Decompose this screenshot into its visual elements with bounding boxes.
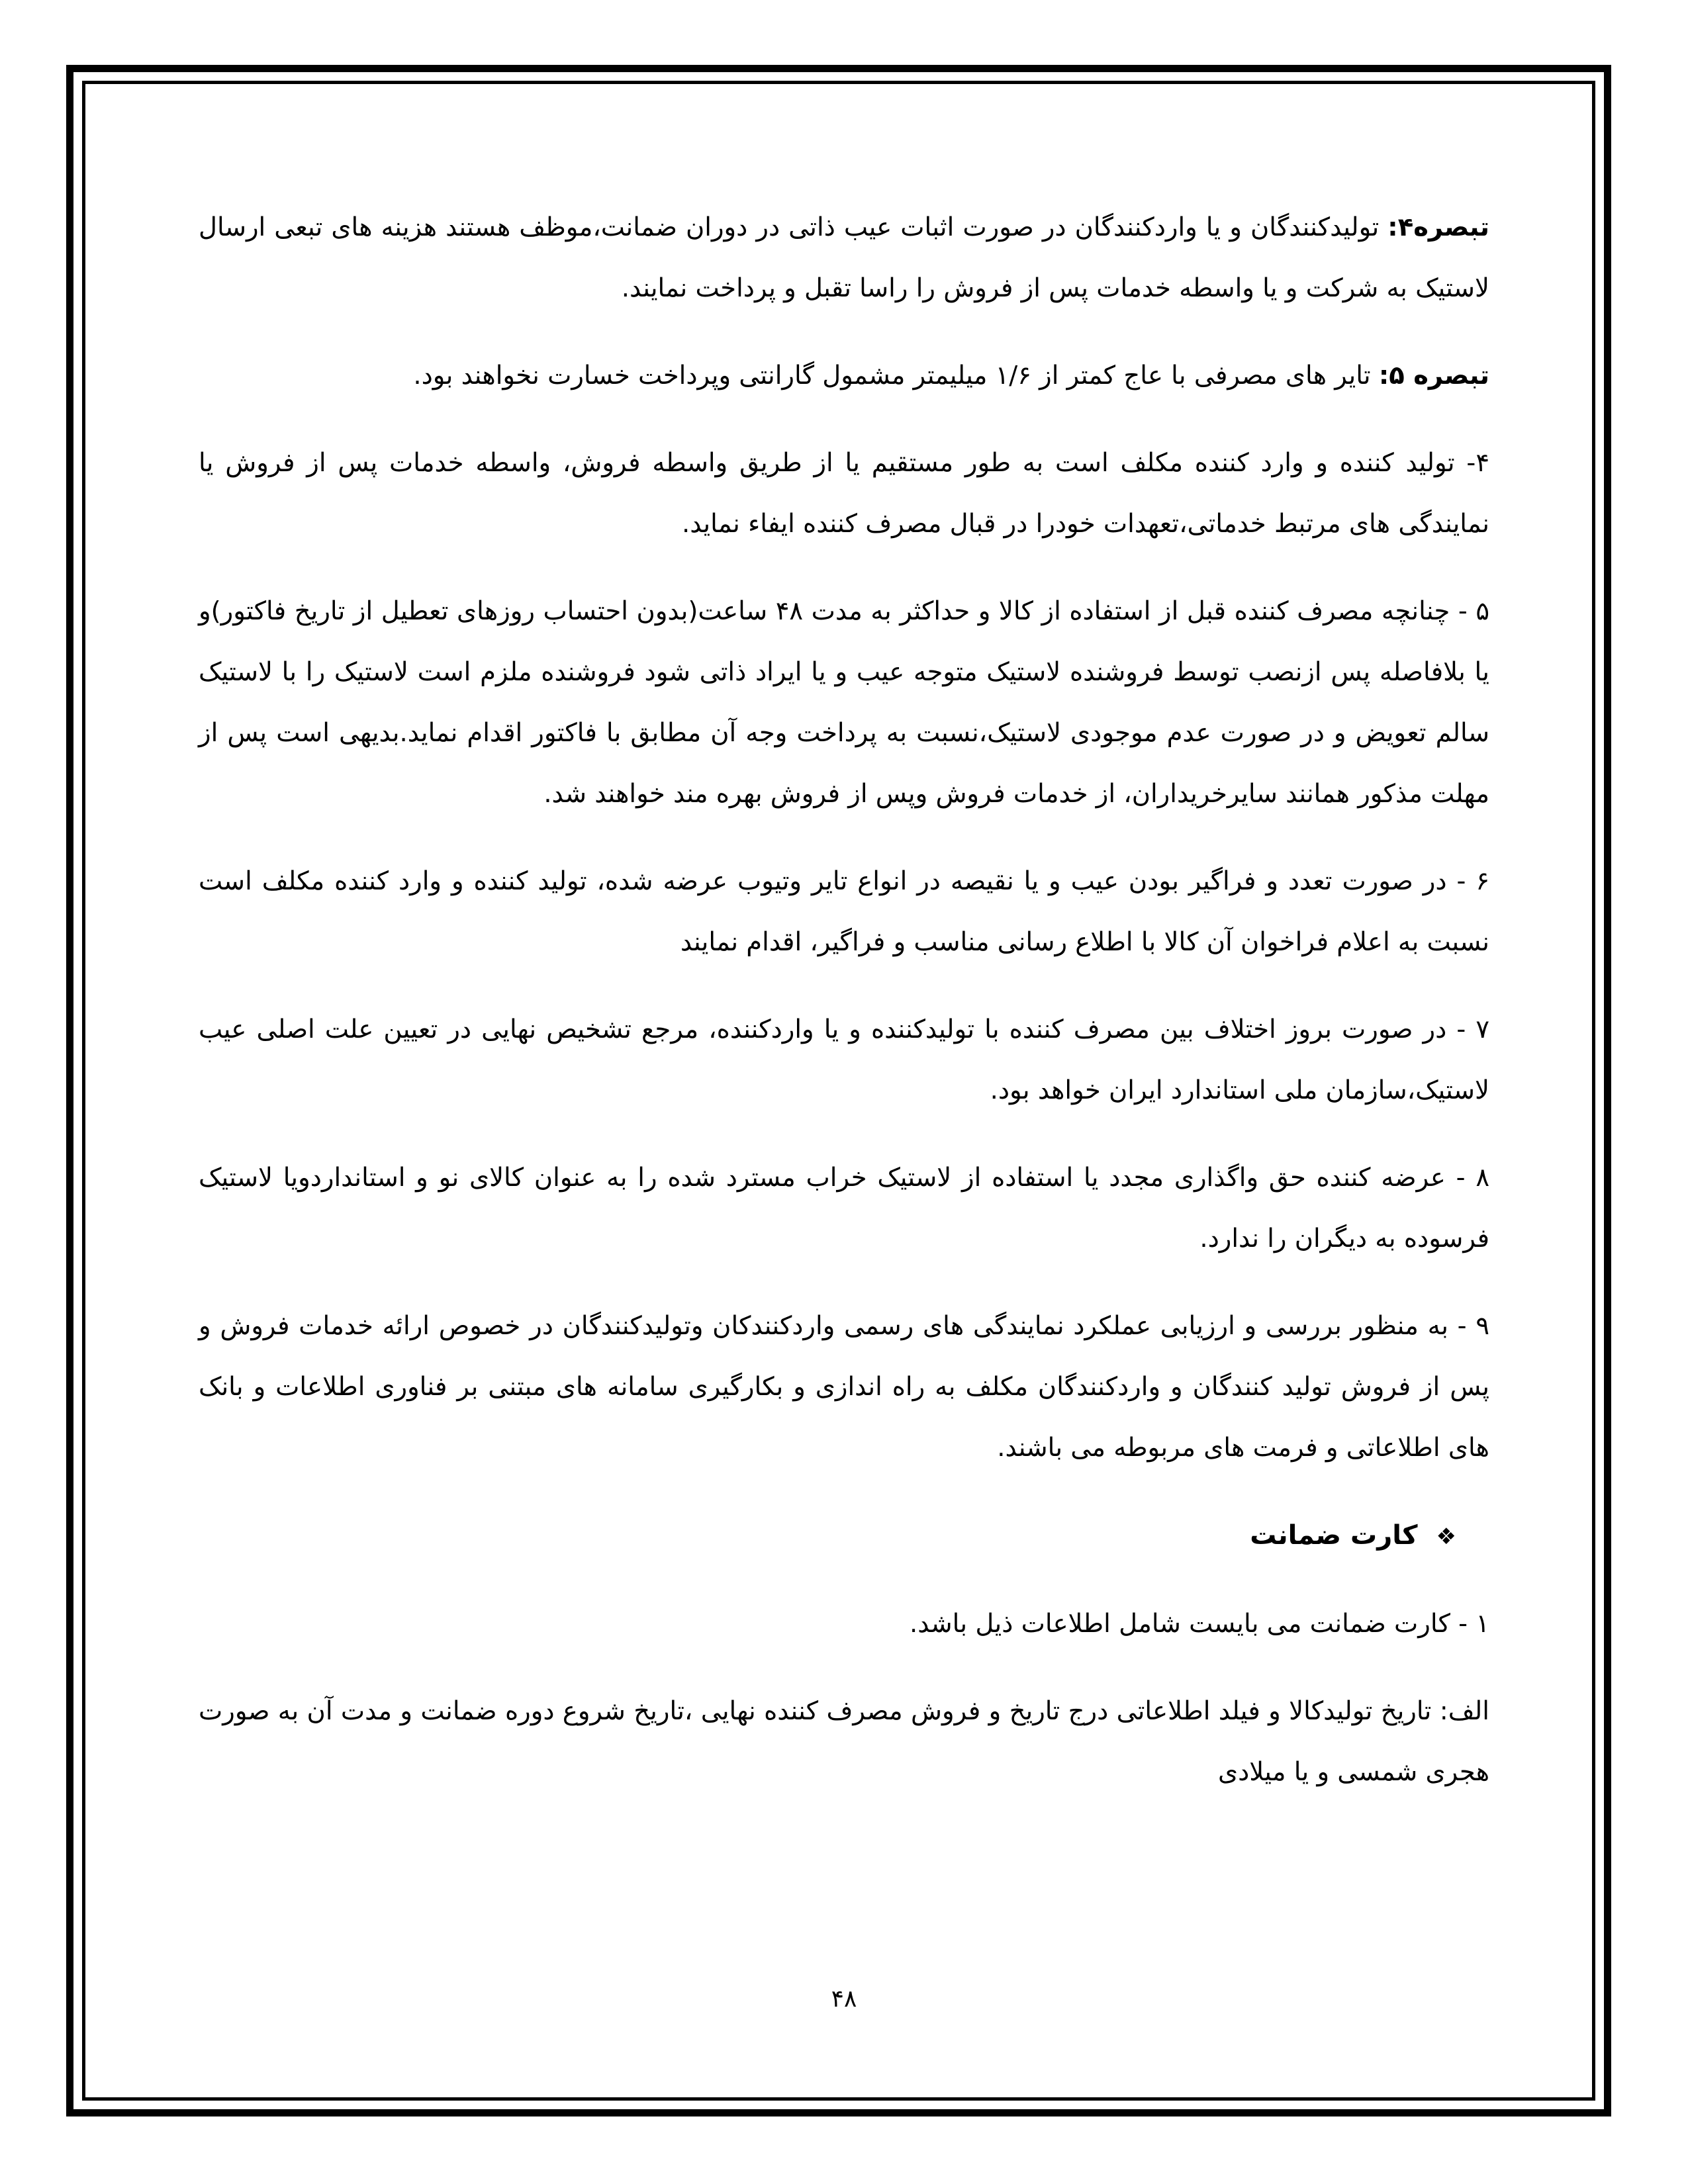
note-5-text: تایر های مصرفی با عاج کمتر از ۱/۶ میلیمتر مشمول گارانتی وپرداخت خسارت نخواهند بود. <box>413 361 1379 390</box>
paragraph-card-item-a: الف: تاریخ تولیدکالا و فیلد اطلاعاتی درج تاریخ و فروش مصرف کننده نهایی ،تاریخ شروع دوره ضمانت و مدت آن به صورت هجری شمسی و یا میلادی <box>199 1696 1489 1787</box>
note-4-label: تبصره۴: <box>1387 212 1489 242</box>
paragraph-card-item-1: ۱ - کارت ضمانت می بایست شامل اطلاعات ذیل باشد. <box>909 1609 1489 1639</box>
paragraph-item-4: ۴- تولید کننده و وارد کننده مکلف است به طور مستقیم یا از طریق واسطه فروش، واسطه خدمات پس از فروش یا نمایندگی های مرتبط خدماتی،تعهدات خودرا در قبال مصرف کننده ایفاء نماید. <box>199 448 1489 539</box>
paragraph-item-6: ۶ - در صورت تعدد و فراگیر بودن عیب و یا نقیصه در انواع تایر وتیوب عرضه شده، تولید کننده و وارد کننده مکلف است نسبت به اعلام فراخوان آن کالا با اطلاع رسانی مناسب و فراگیر، اقدام نمایند <box>199 866 1489 957</box>
section-heading-text: کارت ضمانت <box>1250 1520 1418 1551</box>
section-heading-warranty-card <box>199 1505 1489 1567</box>
paragraph-item-5: ۵ - چنانچه مصرف کننده قبل از استفاده از کالا و حداکثر به مدت ۴۸ ساعت(بدون احتساب روزهای تعطیل از تاریخ فاکتور)و یا بلافاصله پس ازنصب توسط فروشنده لاستیک متوجه عیب و یا ایراد ذاتی شود فروشنده ملزم است لاستیک را با لاستیک سالم تعویض و در صورت عدم موجودی لاستیک،نسبت به پرداخت وجه آن مطابق با فاکتور اقدام نماید.بدیهی است پس از مهلت مذکور همانند سایرخریداران، از خدمات فروش وپس از فروش بهره مند خواهند شد. <box>199 596 1489 809</box>
paragraph-item-9: ۹ - به منظور بررسی و ارزیابی عملکرد نمایندگی های رسمی واردکنندکان وتولیدکنندگان در خصوص ارائه خدمات فروش و پس از فروش تولید کنندگان و واردکنندگان مکلف به راه اندازی و بکارگیری سامانه های مبتنی بر فناوری اطلاعات و بانک های اطلاعاتی و فرمت های مربوطه می باشند. <box>199 1311 1489 1463</box>
paragraph-item-8: ۸ - عرضه کننده حق واگذاری مجدد یا استفاده از لاستیک خراب مسترد شده را به عنوان کالای نو و استانداردویا لاستیک فرسوده به دیگران را ندارد. <box>199 1163 1489 1253</box>
paragraph-note-4 <box>199 197 1489 319</box>
document-body <box>199 197 1489 1829</box>
paragraph-note-5 <box>199 345 1489 406</box>
diamond-bullet-icon: ❖ <box>1436 1524 1456 1550</box>
note-5-label: تبصره ۵: <box>1378 361 1489 390</box>
page-number: ۴۸ <box>831 1985 857 2013</box>
paragraph-item-7: ۷ - در صورت بروز اختلاف بین مصرف کننده با تولیدکننده و یا واردکننده، مرجع تشخیص نهایی در تعیین علت اصلی عیب لاستیک،سازمان ملی استاندارد ایران خواهد بود. <box>199 1015 1489 1105</box>
note-4-text: تولیدکنندگان و یا واردکنندگان در صورت اثبات عیب ذاتی در دوران ضمانت،موظف هستند هزینه های تبعی ارسال لاستیک به شرکت و یا واسطه خدمات پس از فروش را راسا تقبل و پرداخت نمایند. <box>199 212 1489 303</box>
